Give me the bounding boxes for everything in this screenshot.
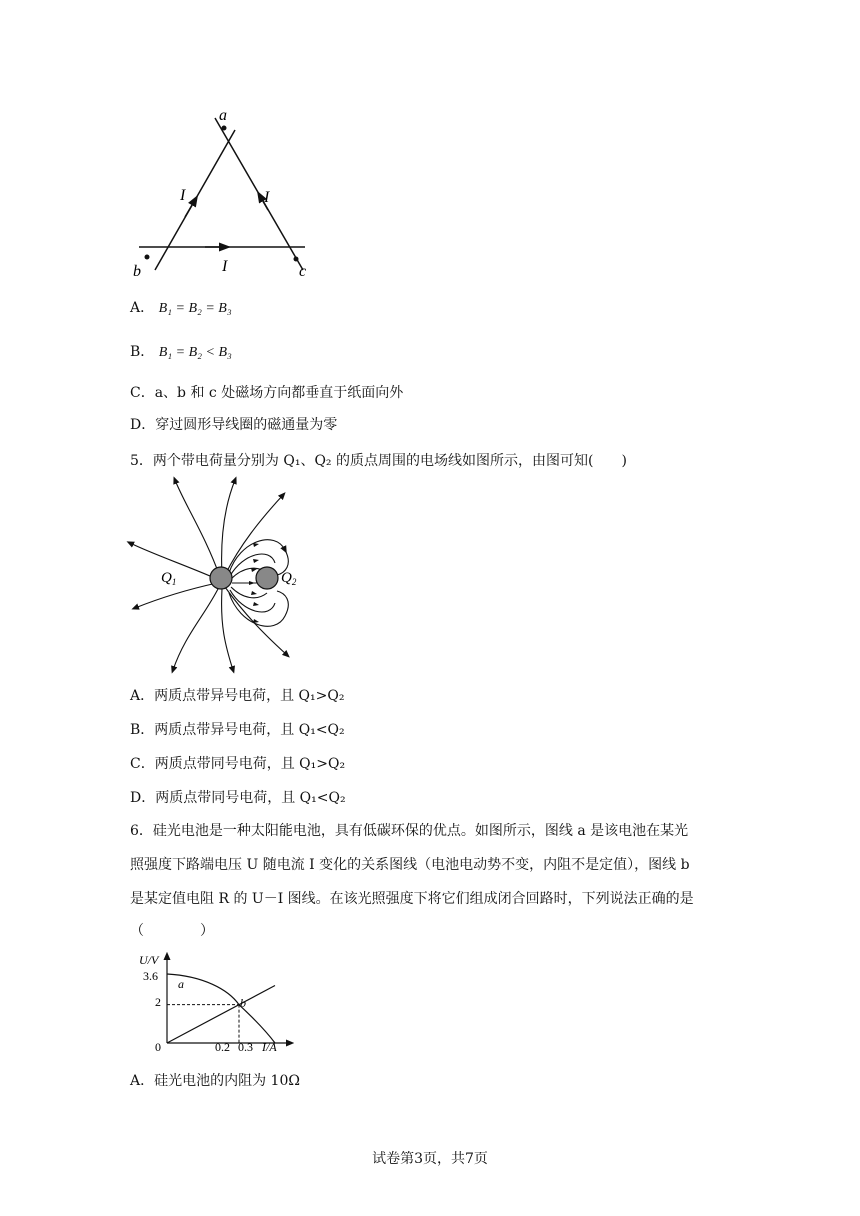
q4-option-A-math: B₁ = B₂ = B₃ xyxy=(158,301,232,316)
q6-option-A: A．硅光电池的内阻为 10Ω xyxy=(130,1073,300,1089)
x-axis-label: I/A xyxy=(262,1040,277,1054)
label-q1: Q xyxy=(161,570,172,586)
q4-option-A-prefix: A． xyxy=(130,300,155,316)
q5-stem: 5．两个带电荷量分别为 Q₁、Q₂ 的质点周围的电场线如图所示，由图可知( ) xyxy=(130,453,627,469)
q4-option-A xyxy=(130,298,232,319)
y-tick-2: 2 xyxy=(155,995,161,1009)
series-a-label: a xyxy=(178,977,184,991)
q4-option-B xyxy=(130,342,232,363)
x-tick-0-2: 0.2 xyxy=(215,1040,230,1054)
triangle-wires-figure xyxy=(125,100,325,285)
q4-option-B-prefix: B． xyxy=(130,344,155,360)
label-q1-sub: 1 xyxy=(171,577,177,587)
svg-text:Q1 xyxy=(161,570,176,587)
q6-stem-line4: （ ） xyxy=(130,923,214,939)
point-c-dot xyxy=(294,257,299,262)
page-footer: 试卷第3页，共7页 xyxy=(372,1151,488,1167)
x-tick-0-3: 0.3 xyxy=(238,1040,253,1054)
svg-text:Q2 xyxy=(281,570,297,587)
label-current-left: I xyxy=(180,187,186,204)
label-q2-sub: 2 xyxy=(291,577,297,587)
q6-stem-line2: 照强度下路端电压 U 随电流 I 变化的关系图线（电池电动势不变，内阻不是定值），图线 b xyxy=(130,857,690,873)
q6-stem-line1: 6．硅光电池是一种太阳能电池，具有低碳环保的优点。如图所示，图线 a 是该电池在某光 xyxy=(130,823,689,839)
label-current-bottom: I xyxy=(222,258,228,275)
electric-field-lines-figure xyxy=(125,475,305,675)
q5-option-B: B．两质点带异号电荷，且 Q₁<Q₂ xyxy=(130,722,345,738)
q5-option-A: A．两质点带异号电荷，且 Q₁>Q₂ xyxy=(130,688,345,704)
y-tick-3-6: 3.6 xyxy=(143,969,158,983)
q5-option-C: C．两质点带同号电荷，且 Q₁>Q₂ xyxy=(130,756,346,772)
series-b-label: b xyxy=(240,996,246,1010)
charge-q2 xyxy=(256,567,278,589)
charge-q1 xyxy=(210,567,232,589)
label-b: b xyxy=(133,263,141,280)
origin-label: 0 xyxy=(155,1040,161,1054)
point-a-dot xyxy=(222,126,227,131)
q5-option-D: D．两质点带同号电荷，且 Q₁<Q₂ xyxy=(130,790,346,806)
q4-option-B-math: B₁ = B₂ < B₃ xyxy=(158,345,232,360)
q4-option-C: C．a、b 和 c 处磁场方向都垂直于纸面向外 xyxy=(130,385,404,401)
q4-option-D: D．穿过圆形导线圈的磁通量为零 xyxy=(130,417,338,433)
label-c: c xyxy=(299,263,307,280)
label-q2: Q xyxy=(281,570,292,586)
q6-stem-line3: 是某定值电阻 R 的 U－I 图线。在该光照强度下将它们组成闭合回路时，下列说法正确的是 xyxy=(130,891,694,907)
y-axis-label: U/V xyxy=(139,953,159,967)
series-b-line xyxy=(167,986,275,1044)
point-b-dot xyxy=(145,255,150,260)
label-current-right: I xyxy=(264,189,270,206)
u-i-chart xyxy=(125,950,295,1060)
label-a: a xyxy=(219,107,227,124)
